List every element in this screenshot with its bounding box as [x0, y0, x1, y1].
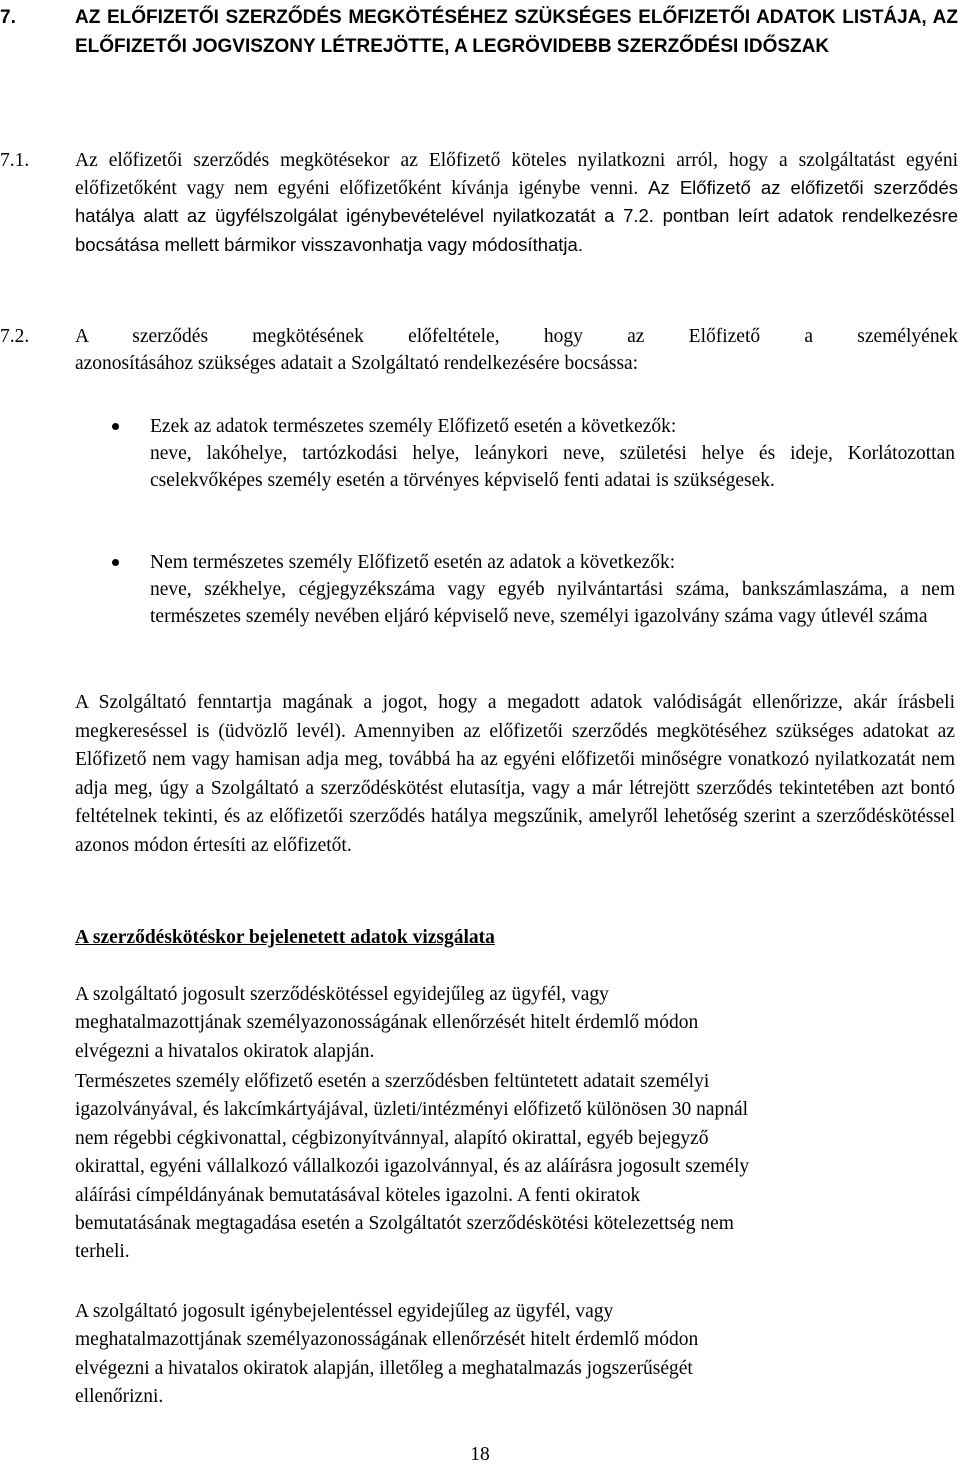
page-number: 18 — [470, 1444, 490, 1465]
section-7-1-body — [75, 147, 958, 259]
paragraph-natural-person — [75, 1068, 955, 1267]
bullet-icon — [112, 559, 119, 566]
paragraph-line: elvégezni a hivatalos okiratok alapján, illetőleg a meghatalmazás jogszerűségét — [75, 1357, 693, 1379]
paragraph-line: meghatalmazottjának személyazonosságának ellenőrzését hitelt érdemlő módon — [75, 1012, 699, 1034]
paragraph-line: A szolgáltató jogosult igénybejelentéssel egyidejűleg az ügyfél, vagy — [75, 1301, 614, 1322]
list-item — [112, 413, 955, 495]
bullet-line1: Ezek az adatok természetes személy Előfizető esetén a következők: — [150, 416, 677, 437]
paragraph-identity-check — [75, 981, 955, 1066]
paragraph-line: A szolgáltató jogosult szerződéskötéssel egyidejűleg az ügyfél, vagy — [75, 984, 609, 1005]
section-heading — [0, 4, 958, 61]
paragraph-line: okirattal, egyéni vállalkozó vállalkozói igazolvánnyal, és az aláírásra jogosult személy — [75, 1156, 750, 1178]
paragraph-line: terheli. — [75, 1241, 130, 1263]
bullet-icon — [112, 423, 119, 430]
paragraph-line: elvégezni a hivatalos okiratok alapján. — [75, 1040, 375, 1062]
bullet-text — [150, 413, 955, 495]
bullet-line1: Nem természetes személy Előfizető esetén az adatok a következők: — [150, 552, 676, 573]
section-7-1-number: 7.1. — [0, 150, 30, 171]
paragraph-line: meghatalmazottjának személyazonosságának ellenőrzését hitelt érdemlő módon — [75, 1329, 699, 1351]
section-heading-number: 7. — [0, 7, 16, 28]
section-7-2 — [0, 323, 958, 377]
section-7-2-text-first: A szerződés megkötésének előfeltétele, hogy az Előfizető a személyének — [75, 326, 958, 347]
section-7-1-text-b: Az Előfizető az előfizetői szerződés hatálya alatt az ügyfélszolgálat igénybevételével nyilatkozatát a 7.2. pontban leírt adatok rendelkezésre bocsátása mellett bármikor visszavonhatja vagy módosíthatja. — [75, 177, 959, 255]
paragraph-line: nem régebbi cégkivonattal, cégbizonyítvánnyal, alapító okirattal, egyéb bejegyző — [75, 1127, 709, 1149]
paragraph-line: ellenőrizni. — [75, 1386, 164, 1408]
subheading: A szerződéskötéskor bejelenetett adatok vizsgálata — [75, 927, 495, 948]
paragraph-verification — [75, 689, 955, 860]
section-7-1 — [0, 147, 958, 259]
section-7-2-number: 7.2. — [0, 326, 30, 347]
paragraph-request-check — [75, 1298, 955, 1412]
bullet-body: neve, lakóhelye, tartózkodási helye, leánykori neve, születési helye és ideje, Korlátozottan cselekvőképes személy esetén a törvényes képviselő fenti adatai is szükségesek. — [150, 443, 955, 492]
paragraph-verification-a: A Szolgáltató fenntartja magának a jogot, hogy a megadott adatok valódiságát ellenőrizze, akár írásbeli megkereséssel is (üdvözlő levél). — [75, 692, 955, 742]
section-7-2-first-line — [0, 323, 958, 350]
paragraph-line: Természetes személy előfizető esetén a szerződésben feltüntetett adatait személyi — [75, 1071, 710, 1092]
bullet-text — [150, 549, 955, 631]
paragraph-line: igazolványával, és lakcímkártyájával, üzleti/intézményi előfizető különösen 30 napnál — [75, 1099, 749, 1121]
section-7-1-text-a: Az előfizetői szerződés megkötésekor az Előfizető köteles nyilatkozni arról, hogy a szolgáltatást egyéni előfizetőként vagy nem egyéni előfizetőként kívánja igénybe venni. — [75, 150, 958, 200]
bullet-body: neve, székhelye, cégjegyzékszáma vagy egyéb nyilvántartási száma, bankszámlaszáma, a nem természetes személy nevében eljáró képviselő neve, személyi igazolvány száma vagy útlevél száma — [150, 579, 955, 628]
paragraph-verification-b: Amennyiben az előfizetői szerződés megkötéséhez szükséges adatokat az Előfizető nem vagy hamisan adja meg, továbbá ha az egyéni előfizetői minőségre vonatkozó nyilatkozatát nem adja meg, úgy a Szolgáltató a szerződéskötést elutasítja, vagy a már létrejött szerződés tekintetében azt bontó feltételnek tekinti, és az előfizetői szerződés hatálya megszűnik, amelyről lehetőség szerint a szerződéskötéssel azonos módon értesíti az előfizetőt. — [75, 720, 955, 856]
list-item — [112, 549, 955, 631]
paragraph-line: aláírási címpéldányának bemutatásával köteles igazolni. A fenti okiratok — [75, 1184, 641, 1206]
paragraph-line: bemutatásának megtagadása esetén a Szolgáltatót szerződéskötési kötelezettség nem — [75, 1213, 734, 1235]
section-7-2-text-rest: azonosításához szükséges adatait a Szolgáltató rendelkezésére bocsássa: — [75, 353, 639, 375]
section-heading-text: AZ ELŐFIZETŐI SZERZŐDÉS MEGKÖTÉSÉHEZ SZÜKSÉGES ELŐFIZETŐI ADATOK LISTÁJA, AZ ELŐFIZETŐI JOGVISZONY LÉTREJÖTTE, A LEGRÖVIDEBB SZERZŐDÉSI IDŐSZAK — [75, 7, 958, 57]
